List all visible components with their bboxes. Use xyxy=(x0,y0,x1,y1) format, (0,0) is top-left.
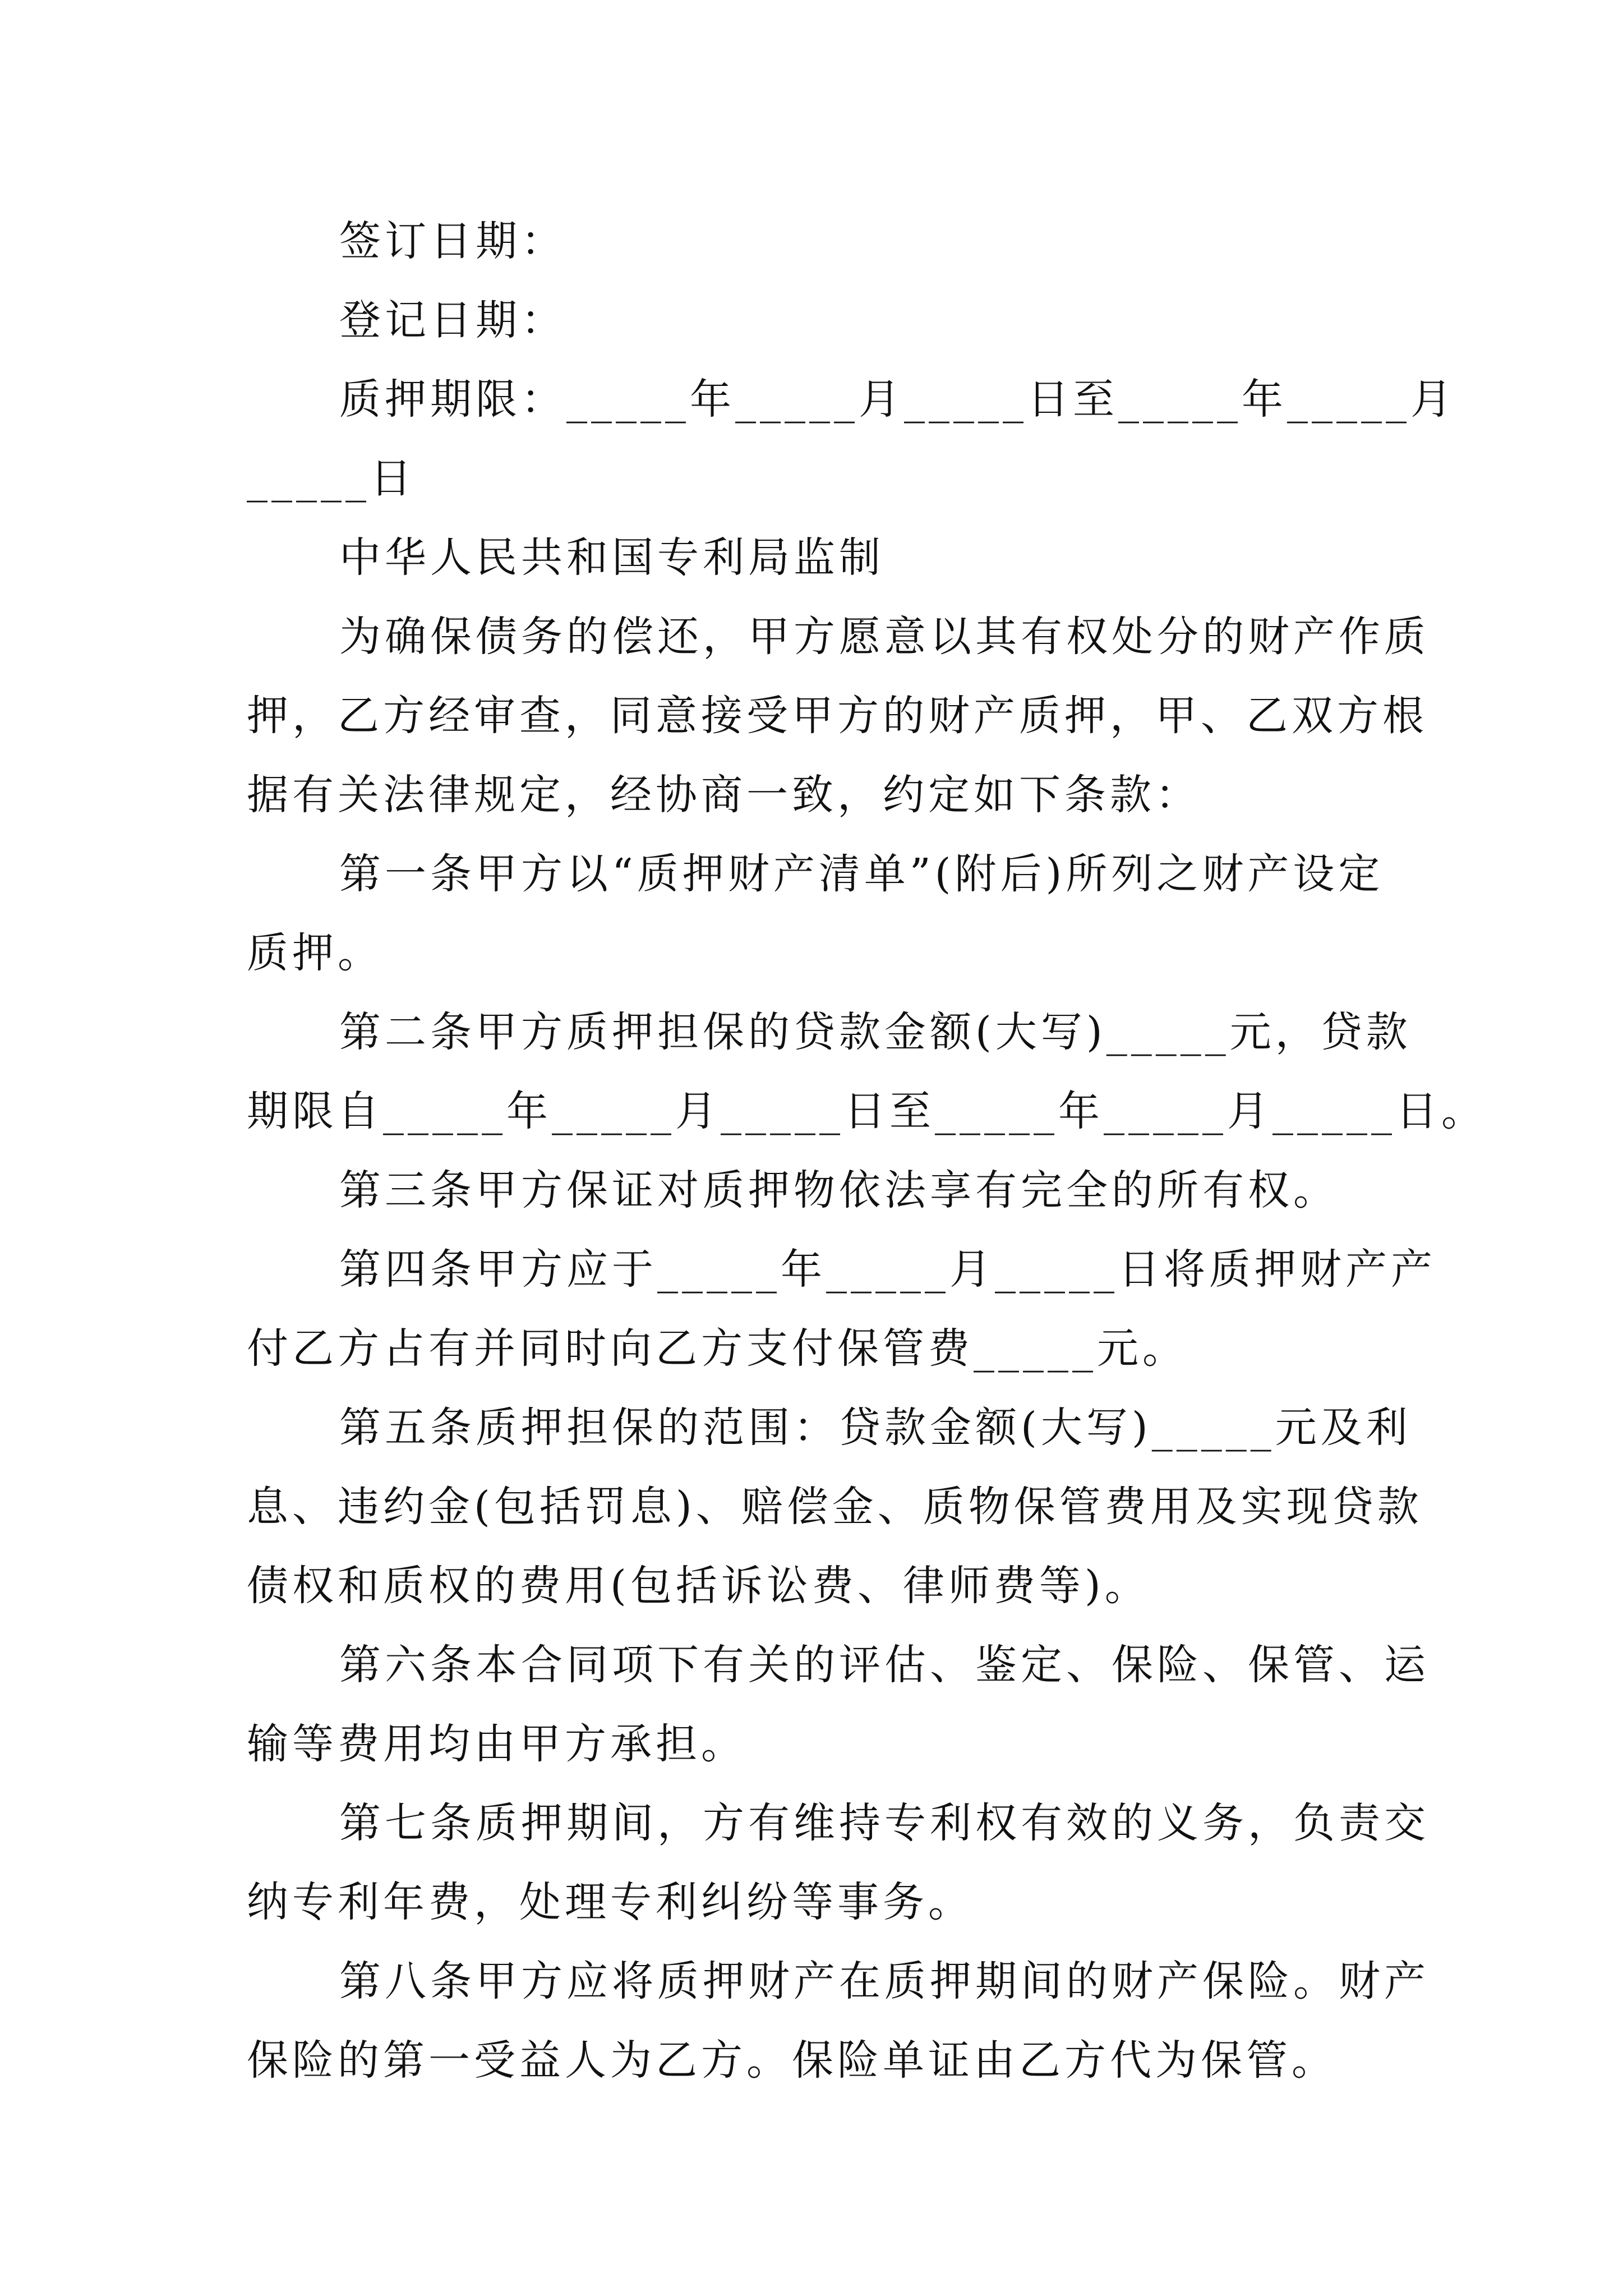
document-body xyxy=(247,202,1487,2100)
article-4-line-1: 第四条甲方应于_____年_____月_____日将质押财产产 xyxy=(339,1245,1436,1294)
preamble-line-2: 押，乙方经审查，同意接受甲方的财产质押，甲、乙双方根 xyxy=(247,692,1428,740)
pledge-term-line: 质押期限：_____年_____月_____日至_____年_____月 xyxy=(339,375,1456,424)
preamble-line-1: 为确保债务的偿还，甲方愿意以其有权处分的财产作质 xyxy=(339,613,1430,661)
article-1-line-2: 质押。 xyxy=(247,929,383,977)
article-4-line-2: 付乙方占有并同时向乙方支付保管费_____元。 xyxy=(247,1324,1188,1373)
article-2-line-1: 第二条甲方质押担保的贷款金额(大写)_____元，贷款 xyxy=(339,1008,1412,1056)
article-7-line-1: 第七条质押期间，方有维持专利权有效的义务，负责交 xyxy=(339,1799,1430,1847)
article-7-line-2: 纳专利年费，处理专利纠纷等事务。 xyxy=(247,1878,974,1926)
preamble-line-3: 据有关法律规定，经协商一致，约定如下条款： xyxy=(247,771,1201,819)
article-5-line-3: 债权和质权的费用(包括诉讼费、律师费等)。 xyxy=(247,1562,1150,1610)
signing-date-line: 签订日期： xyxy=(339,217,566,265)
article-8-line-1: 第八条甲方应将质押财产在质押期间的财产保险。财产 xyxy=(339,1957,1430,2005)
registration-date-line: 登记日期： xyxy=(339,296,566,344)
article-1-line-1: 第一条甲方以“质押财产清单”(附后)所列之财产设定 xyxy=(339,850,1384,898)
article-5-line-2: 息、违约金(包括罚息)、赔偿金、质物保管费用及实现贷款 xyxy=(247,1483,1423,1531)
article-6-line-2: 输等费用均由甲方承担。 xyxy=(247,1720,746,1768)
article-8-line-2: 保险的第一受益人为乙方。保险单证由乙方代为保管。 xyxy=(247,2036,1337,2085)
article-5-line-1: 第五条质押担保的范围：贷款金额(大写)_____元及利 xyxy=(339,1404,1412,1452)
article-2-line-2: 期限自_____年_____月_____日至_____年_____月_____日。 xyxy=(247,1087,1487,1135)
article-3-line-1: 第三条甲方保证对质押物依法享有完全的所有权。 xyxy=(339,1166,1339,1214)
article-6-line-1: 第六条本合同项下有关的评估、鉴定、保险、保管、运 xyxy=(339,1641,1430,1689)
pledge-term-continuation: _____日 xyxy=(247,454,416,503)
issuer-line: 中华人民共和国专利局监制 xyxy=(339,533,884,582)
